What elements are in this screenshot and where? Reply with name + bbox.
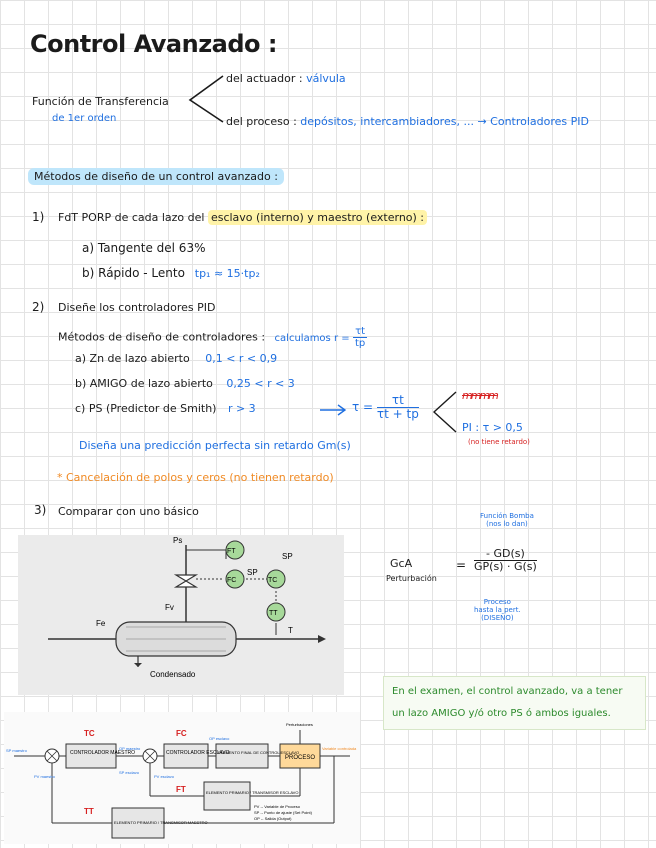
diagram-label: Ps (173, 536, 183, 545)
step2-pi-note: (no tiene retardo) (468, 438, 530, 446)
step2-bracket (430, 388, 460, 438)
step2-a-range: 0,1 < r < 0,9 (205, 352, 278, 365)
step1-highlight: esclavo (interno) y maestro (externo) : (208, 210, 427, 225)
diagram-label: CONTROLADOR MAESTRO (70, 750, 136, 756)
actuator-line: del actuador : válvula (226, 72, 346, 85)
step1-a: a) Tangente del 63% (82, 241, 206, 255)
transfer-bracket (185, 70, 225, 130)
step2-tau-fraction: $\frac{\tau t}{\tau t + tp}$ (376, 393, 419, 422)
diagram-label: T (288, 626, 293, 635)
step2-fraction: $\frac{\tau t}{tp}$ (354, 326, 366, 349)
step3-number: 3) (34, 503, 47, 517)
diagram-label: PROCESO (285, 755, 316, 761)
diagram-label: OP -- Salida (Output) (254, 816, 292, 821)
diagram-label: OP maestro (119, 746, 141, 751)
diagram-label: FT (227, 548, 236, 555)
methods-header: Métodos de diseño de un control avanzado : (28, 168, 284, 185)
actuator-value: válvula (306, 72, 346, 85)
step1-number: 1) (32, 210, 45, 224)
diagram-label: Perturbaciones (286, 722, 313, 727)
diagram-label: FC (227, 577, 237, 584)
step2-number: 2) (32, 300, 45, 314)
diagram-label: FT (176, 785, 186, 794)
step1-b-formula: tp₁ ≈ 15·tp₂ (194, 267, 260, 280)
equals-sign: = (456, 558, 467, 572)
diagram-label: TT (84, 807, 94, 816)
diagram-label: CONTROLADOR ESCLAVO (166, 750, 230, 756)
diagram-label: PV -- Variable de Proceso (254, 804, 300, 809)
diagram-label: SP maestro (6, 748, 27, 753)
step2-arrow-icon (318, 404, 348, 416)
step2-methods: Métodos de diseño de controladores : calculamos r = $\frac{\tau t}{tp}$ (58, 326, 366, 349)
diagram-label: SP (247, 568, 258, 577)
step2-tau: τ = $\frac{\tau t}{\tau t + tp}$ (352, 393, 419, 422)
diagram-label: SP (282, 552, 293, 561)
diagram-label: PV maestro (34, 774, 55, 779)
transfer-order: de 1er orden (52, 113, 117, 124)
diagram-label: Condensado (150, 670, 196, 679)
diagram-label: Fv (165, 603, 174, 612)
formula-fraction: $\frac{- GD(s)}{GP(s) \cdot G(s)}$ (474, 547, 537, 574)
step3-text: Comparar con uno básico (58, 505, 199, 518)
diagram-label: SP esclavo (119, 770, 139, 775)
step2-c-cond: r > 3 (227, 402, 256, 415)
step2-b-range: 0,25 < r < 3 (226, 377, 295, 390)
process-value: depósitos, intercambiadores, ... (300, 115, 474, 128)
step2-disena: Diseña una predicción perfecta sin retardo Gm(s) (79, 439, 351, 452)
cancel-note: * Cancelación de polos y ceros (no tienen retardo) (57, 471, 334, 484)
gca-label: GcA (390, 557, 413, 570)
valve-icon (176, 575, 196, 587)
pid-diagram (18, 535, 344, 695)
diagram-label: SP -- Punto de ajuste (Set Point) (254, 810, 312, 815)
formula-note-top: Función Bomba (nos lo dan) (480, 512, 534, 528)
step2-pi: PI : τ > 0,5 (462, 421, 523, 434)
pert-label: Perturbación (386, 574, 437, 583)
diagram-label: TT (269, 610, 278, 617)
process-line: del proceso : depósitos, intercambiadores, ... → Controladores PID (226, 115, 590, 128)
diagram-label: TC (84, 729, 95, 738)
transfer-label: Función de Transferencia (32, 95, 169, 108)
exam-note: En el examen, el control avanzado, va a tener un lazo AMIGO y/ó otro PS ó ambos iguales. (383, 676, 646, 730)
step2-b: b) AMIGO de lazo abierto 0,25 < r < 3 (75, 377, 295, 390)
diagram-label: FC (176, 729, 187, 738)
step2-text: Diseñe los controladores PID (58, 301, 216, 314)
diagram-label: ELEMENTO PRIMARIO / TRANSMISOR ESCLAVO (206, 790, 299, 795)
step2-scribble: mmmm (462, 389, 497, 402)
diagram-label: PV esclavo (154, 774, 175, 779)
page-title: Control Avanzado : (30, 30, 277, 58)
diagram-label: Fe (96, 619, 106, 628)
step2-calc: calculamos r = (274, 332, 350, 344)
diagram-label: Variable controlada (322, 746, 357, 751)
formula-note-bottom: Proceso hasta la pert. (DISEÑO) (474, 598, 521, 622)
step2-a: a) Zn de lazo abierto 0,1 < r < 0,9 (75, 352, 278, 365)
diagram-label: ELEMENTO PRIMARIO / TRANSMISOR MAESTRO (114, 820, 208, 825)
step2-c: c) PS (Predictor de Smith) r > 3 (75, 402, 256, 415)
step1-text: FdT PORP de cada lazo del esclavo (interno) y maestro (externo) : (58, 211, 427, 224)
step1-b: b) Rápido - Lento tp₁ ≈ 15·tp₂ (82, 266, 260, 280)
diagram-label: OP esclavo (209, 736, 230, 741)
block-diagram (4, 712, 360, 844)
diagram-label: TC (268, 577, 278, 584)
process-arrow: → Controladores PID (477, 115, 590, 128)
diagram-label: ELEMENTO FINAL DE CONTROL ESCLAVO (218, 750, 300, 755)
